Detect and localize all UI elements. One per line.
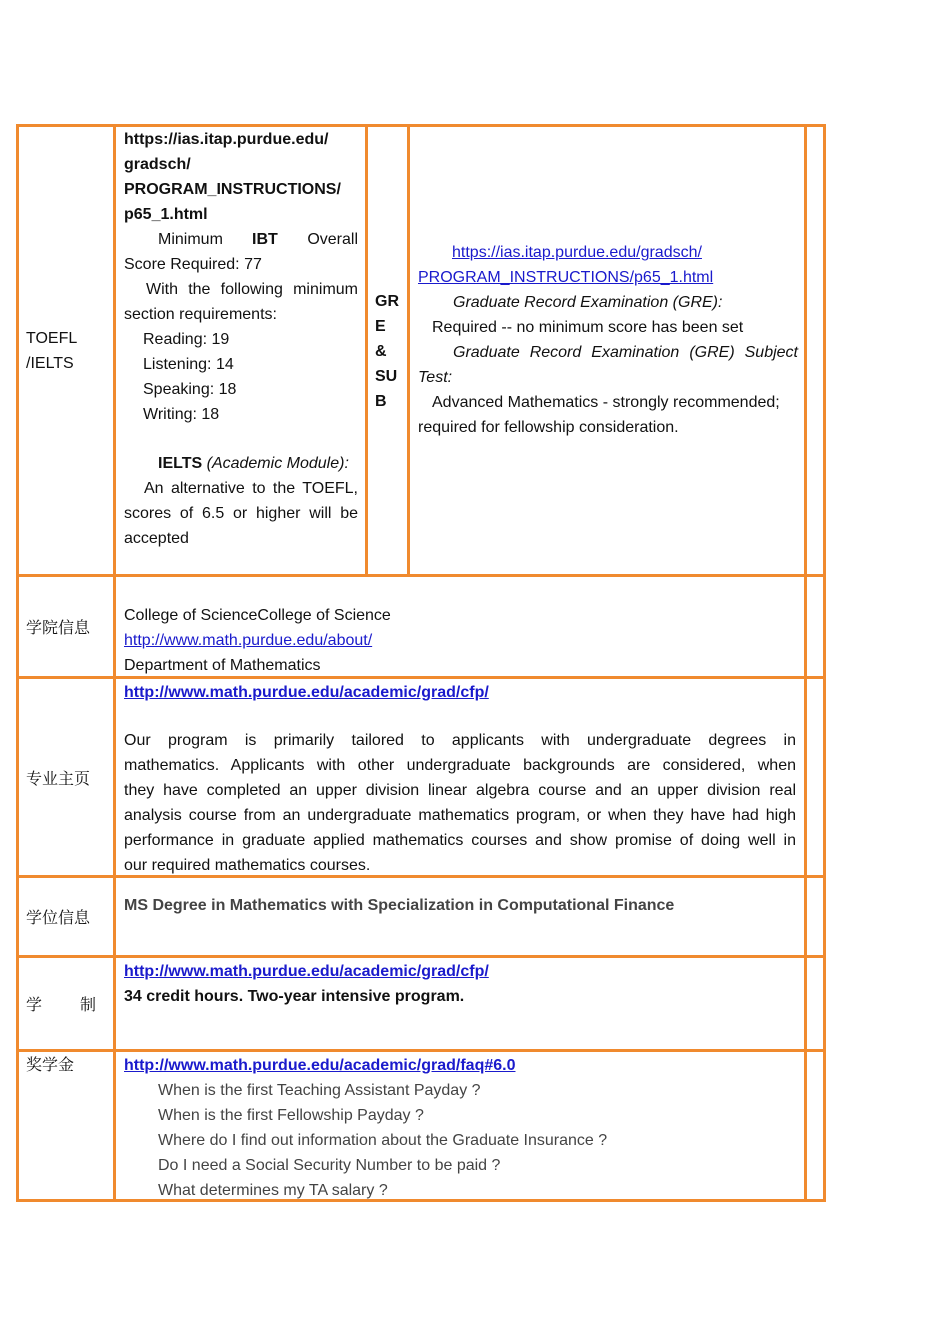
section-requirement-line2: section requirements: (124, 306, 277, 323)
major-desc-line6: our required mathematics courses. (124, 857, 371, 874)
faq-item: Do I need a Social Security Number to be paid ? (158, 1157, 501, 1174)
major-desc-line3: they have completed an upper division linear algebra course and an upper division real (124, 782, 796, 799)
row-divider-college (16, 574, 826, 577)
toefl-url-line3: PROGRAM_INSTRUCTIONS/ (124, 181, 341, 198)
toefl-url-line4: p65_1.html (124, 206, 208, 223)
toefl-url-line2: gradsch/ (124, 156, 191, 173)
toefl-gre-divider (365, 124, 368, 577)
major-desc-line4: analysis course from an undergraduate mathematics program, or when they have had high (124, 807, 796, 824)
faq-item: Where do I find out information about the Graduate Insurance ? (158, 1132, 608, 1149)
scholarship-label: 奖学金 (26, 1057, 75, 1074)
gre-subject-requirement-line1: Advanced Mathematics - strongly recommended; (432, 394, 780, 411)
ibt-bold: IBT (252, 231, 278, 248)
speaking-score: Speaking: 18 (143, 381, 237, 398)
department-name: Department of Mathematics (124, 657, 321, 674)
faq-item: When is the first Teaching Assistant Payday ? (158, 1082, 481, 1099)
faq-item: What determines my TA salary ? (158, 1182, 388, 1199)
gre-url-line2[interactable]: PROGRAM_INSTRUCTIONS/p65_1.html (418, 269, 714, 286)
ielts-heading (158, 451, 349, 476)
ibt-suffix: Overall (307, 231, 358, 248)
gre-label-line1: GR (375, 293, 399, 310)
ielts-module: (Academic Module): (206, 455, 349, 472)
gre-label-line5: B (375, 393, 387, 410)
gre-subject-title-line1: Graduate Record Examination (GRE) Subject (453, 344, 798, 361)
faq-item: When is the first Fellowship Payday ? (158, 1107, 424, 1124)
gre-url-line1-text: https://ias.itap.purdue.edu/gradsch/ (452, 244, 702, 261)
major-desc-line2: mathematics. Applicants with other undergraduate backgrounds are considered, when (124, 757, 796, 774)
gre-label-line4: SU (375, 368, 398, 385)
degree-label: 学位信息 (26, 910, 91, 927)
major-label: 专业主页 (26, 771, 91, 788)
ielts-bold: IELTS (158, 455, 203, 472)
major-desc-line1: Our program is primarily tailored to applicants with undergraduate degrees in (124, 732, 796, 749)
ibt-prefix: Minimum (158, 231, 223, 248)
ielts-line1: An alternative to the TOEFL, (144, 480, 358, 497)
major-url[interactable]: http://www.math.purdue.edu/academic/grad/cfp/ (124, 684, 489, 701)
college-url[interactable]: http://www.math.purdue.edu/about/ (124, 632, 373, 649)
content-right-divider (804, 124, 807, 1202)
ielts-line3: accepted (124, 530, 189, 547)
section-requirement-line1: With the following minimum (146, 281, 358, 298)
gre-subject-title-line2: Test: (418, 369, 453, 386)
row-divider-duration (16, 955, 826, 958)
gre-label-line2: E (375, 318, 386, 335)
college-name: College of ScienceCollege of Science (124, 607, 391, 624)
listening-score: Listening: 14 (143, 356, 234, 373)
toefl-url-line1: https://ias.itap.purdue.edu/ (124, 131, 329, 148)
college-label: 学院信息 (26, 620, 91, 637)
table-border-right (823, 124, 826, 1202)
toefl-label-line1: TOEFL (26, 330, 78, 347)
label-column-divider (113, 124, 116, 1202)
reading-score: Reading: 19 (143, 331, 230, 348)
table-border-bottom (16, 1199, 826, 1202)
ibt-requirement-line2: Score Required: 77 (124, 256, 262, 273)
gre-subject-requirement-line2: required for fellowship consideration. (418, 419, 679, 436)
gre-label-divider (407, 124, 410, 577)
table-border-left (16, 124, 19, 1202)
writing-score: Writing: 18 (143, 406, 220, 423)
scholarship-url[interactable]: http://www.math.purdue.edu/academic/grad/faq#6.0 (124, 1057, 516, 1074)
degree-text: MS Degree in Mathematics with Specialization in Computational Finance (124, 897, 675, 914)
gre-requirement: Required -- no minimum score has been set (432, 319, 744, 336)
duration-label: 学 制 (26, 997, 99, 1014)
major-desc-line5: performance in graduate applied mathematics courses and show promise of doing well in (124, 832, 796, 849)
duration-text: 34 credit hours. Two-year intensive program. (124, 988, 465, 1005)
gre-url-line1[interactable] (418, 240, 702, 265)
row-divider-scholarship (16, 1049, 826, 1052)
duration-url[interactable]: http://www.math.purdue.edu/academic/grad/cfp/ (124, 963, 489, 980)
toefl-label-line2: /IELTS (26, 355, 74, 372)
gre-label-line3: & (375, 343, 387, 360)
ielts-line2: scores of 6.5 or higher will be (124, 505, 358, 522)
gre-title: Graduate Record Examination (GRE): (453, 294, 723, 311)
